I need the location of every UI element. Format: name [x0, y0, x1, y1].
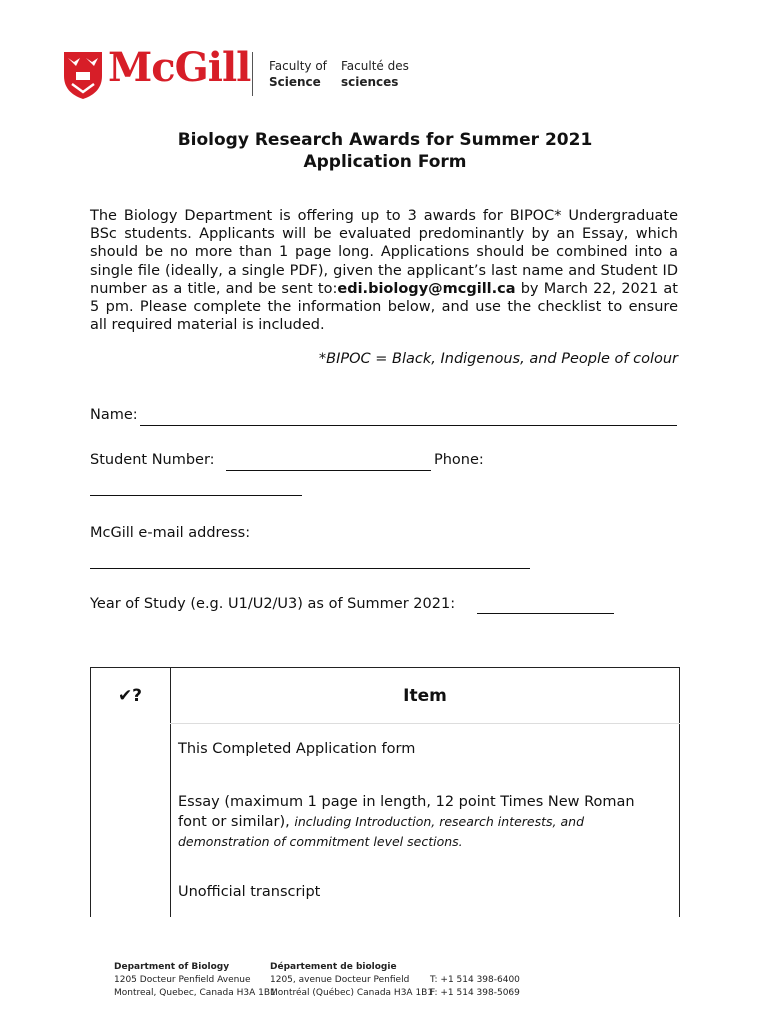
bipoc-footnote: *BIPOC = Black, Indigenous, and People of colour — [318, 351, 678, 367]
name-label: Name: — [90, 407, 138, 423]
student-number-field[interactable] — [226, 470, 431, 471]
name-field[interactable] — [140, 425, 677, 426]
phone-label: Phone: — [434, 452, 484, 468]
checklist-header-item: Item — [403, 686, 447, 706]
document-title: Biology Research Awards for Summer 2021 — [177, 130, 593, 150]
contact-email-link[interactable]: edi.biology@mcgill.ca — [337, 280, 516, 297]
year-of-study-field[interactable] — [477, 613, 614, 614]
footer-address-fr: Département de biologie 1205, avenue Docteur Penfield Montréal (Québec) Canada H3A 1B1 — [270, 962, 434, 998]
checklist-row-essay: Essay (maximum 1 page in length, 12 point Times New Roman font or similar), including Introduction, research interests, and demonstration of commitment level sections. — [178, 794, 635, 849]
footer-contact: T: +1 514 398-6400 F: +1 514 398-5069 — [430, 975, 520, 998]
faculty-name-en: Faculty of Science — [269, 59, 327, 89]
mcgill-wordmark: McGill — [108, 44, 251, 91]
table-top-border — [90, 667, 680, 668]
email-label: McGill e-mail address: — [90, 525, 251, 541]
mcgill-header — [62, 44, 422, 100]
email-field[interactable] — [90, 568, 530, 569]
checklist-row-application-form: This Completed Application form — [178, 741, 416, 757]
footer-address-en: Department of Biology 1205 Docteur Penfield Avenue Montreal, Quebec, Canada H3A 1B1 — [114, 962, 276, 998]
header-divider — [252, 52, 253, 96]
checklist-row-transcript: Unofficial transcript — [178, 884, 321, 900]
intro-paragraph: The Biology Department is offering up to 3 awards for BIPOC* Undergraduate BSc students. Applicants will be evaluated predominantly by an Essay, which should be no more than 1 page long. Applications should be combined into a single file (ideally, a single PDF), given the applicant’s last name and Student ID number as a title, and be sent to:edi.biology@mcgill.ca by March 22, 2021 at 5 pm. Please complete the information below, and use the checklist to ensure all required material is included. — [90, 208, 678, 334]
table-header-divider — [170, 723, 680, 724]
year-of-study-label: Year of Study (e.g. U1/U2/U3) as of Summer 2021: — [90, 596, 456, 612]
student-number-label: Student Number: — [90, 452, 215, 468]
checklist-header-check: ✔? — [117, 686, 143, 706]
phone-field[interactable] — [90, 495, 302, 496]
mcgill-crest-icon — [62, 50, 104, 100]
faculty-name-fr: Faculté des sciences — [341, 59, 409, 89]
checklist-table — [90, 667, 680, 917]
document-subtitle: Application Form — [303, 152, 467, 172]
